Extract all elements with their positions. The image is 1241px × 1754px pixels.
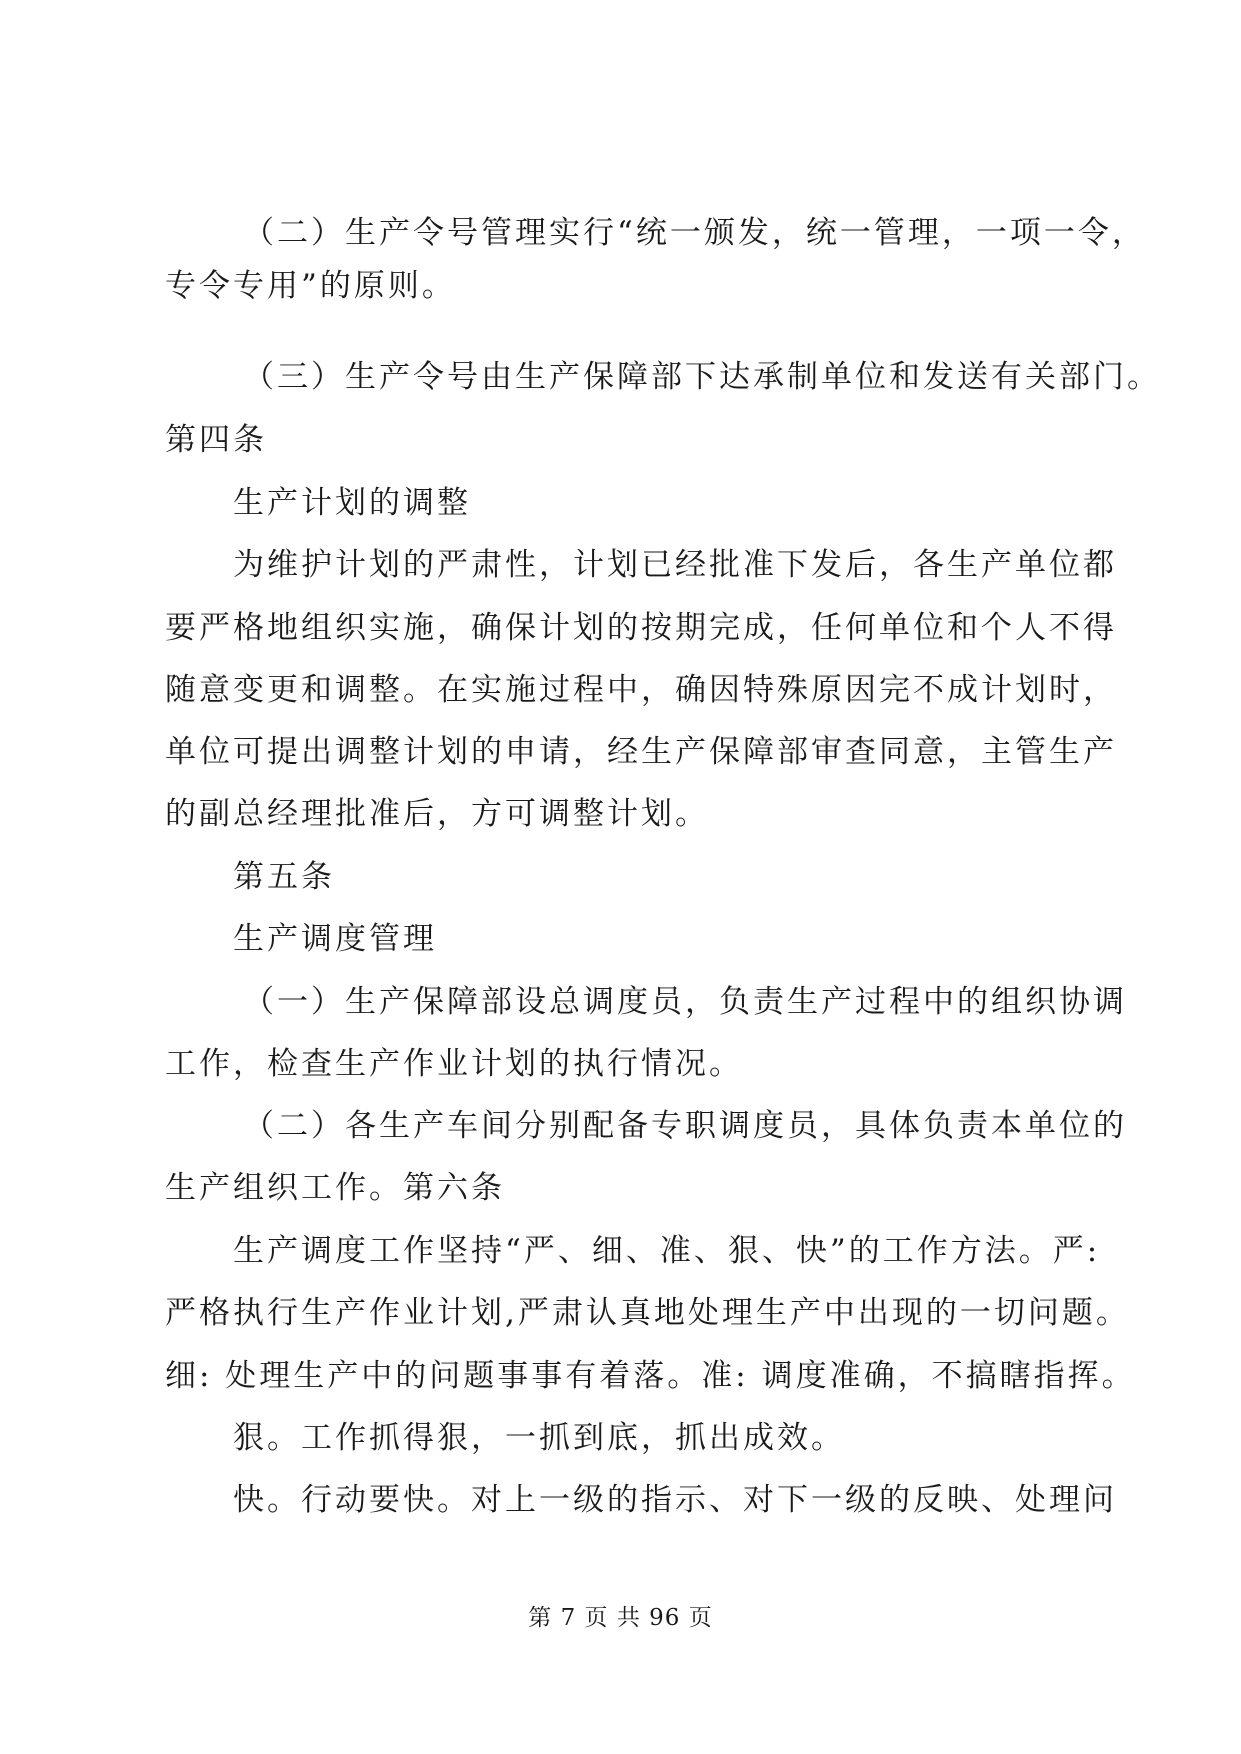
text-line: 单位可提出调整计划的申请，经生产保障部审查同意，主管生产 xyxy=(165,734,1117,770)
text-line: 细: 处理生产中的问题事事有着落。准: 调度准确，不搞瞎指挥。 xyxy=(165,1358,1136,1394)
text-line: 的副总经理批准后，方可调整计划。 xyxy=(165,796,709,832)
text-line: 狠。工作抓得狠，一抓到底，抓出成效。 xyxy=(233,1420,845,1456)
text-line: 快。行动要快。对上一级的指示、对下一级的反映、处理问 xyxy=(233,1482,1117,1518)
text-line: （三）生产令号由生产保障部下达承制单位和发送有关部门。 xyxy=(243,359,1161,395)
text-line: 严格执行生产作业计划,严肃认真地处理生产中出现的一切问题。 xyxy=(165,1295,1130,1331)
page-number-footer: 第 7 页 共 96 页 xyxy=(528,1605,713,1631)
text-line: （二）各生产车间分别配备专职调度员，具体负责本单位的 xyxy=(243,1108,1127,1144)
section-heading: 第五条 xyxy=(233,859,335,895)
text-line: 生产组织工作。第六条 xyxy=(165,1170,505,1206)
text-line: （二）生产令号管理实行“统一颁发，统一管理，一项一令， xyxy=(243,215,1146,251)
section-heading: 第四条 xyxy=(165,422,267,458)
text-line: 工作，检查生产作业计划的执行情况。 xyxy=(165,1046,743,1082)
section-title: 生产计划的调整 xyxy=(233,485,471,521)
text-line: 为维护计划的严肃性，计划已经批准下发后，各生产单位都 xyxy=(233,547,1117,583)
text-line: 生产调度工作坚持“严、细、准、狠、快”的工作方法。严: xyxy=(233,1233,1101,1269)
text-line: 专令专用”的原则。 xyxy=(165,268,456,304)
text-line: 随意变更和调整。在实施过程中，确因特殊原因完不成计划时， xyxy=(165,672,1117,708)
section-title: 生产调度管理 xyxy=(233,921,437,957)
text-line: 要严格地组织实施，确保计划的按期完成，任何单位和个人不得 xyxy=(165,610,1117,646)
text-line: （一）生产保障部设总调度员，负责生产过程中的组织协调 xyxy=(243,984,1127,1020)
